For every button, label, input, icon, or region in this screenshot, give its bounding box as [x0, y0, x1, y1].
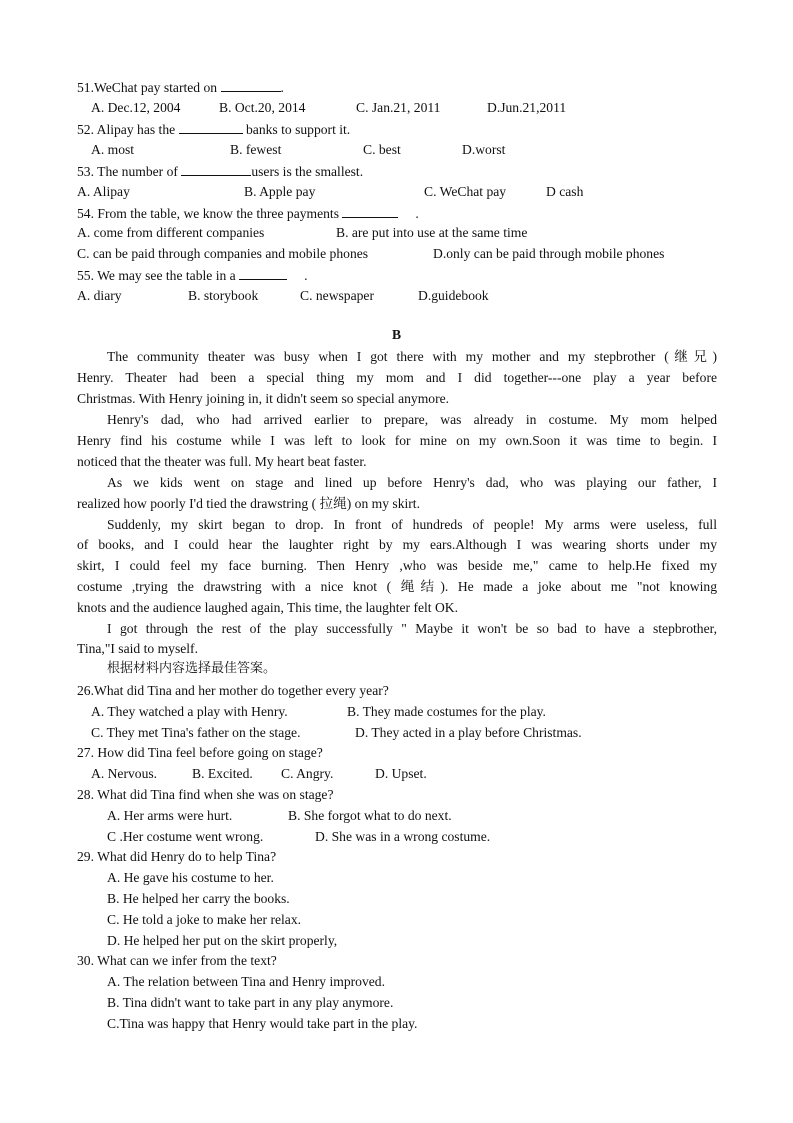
passage-line: of books, and I could hear the laughter right by my ears.Although I was wearing shorts under my: [77, 537, 717, 552]
section-b-instruction: 根据材料内容选择最佳答案。: [107, 661, 277, 676]
question-55-option-d: D.guidebook: [418, 288, 489, 303]
passage-line: costume ,trying the drawstring with a nice knot ( 绳结). He made a joke about me "not knowing: [77, 579, 717, 594]
question-53-option-d: D cash: [546, 184, 584, 199]
question-55-stem: 55. We may see the table in a .: [77, 268, 308, 283]
question-28-stem: 28. What did Tina find when she was on stage?: [77, 787, 334, 802]
question-55-option-c: C. newspaper: [300, 288, 374, 303]
question-54-stem: 54. From the table, we know the three payments .: [77, 206, 419, 221]
passage-line: Tina,"I said to myself.: [77, 641, 198, 656]
question-28-option-a: A. Her arms were hurt.: [107, 808, 233, 823]
question-55-option-a: A. diary: [77, 288, 122, 303]
question-30-option-b: B. Tina didn't want to take part in any play anymore.: [107, 995, 394, 1010]
passage-line: Henry find his costume while I was left to look for mine on my own.Soon it was time to begin. I: [77, 433, 717, 448]
question-51-option-c: C. Jan.21, 2011: [356, 100, 441, 115]
question-51-option-d: D.Jun.21,2011: [487, 100, 567, 115]
question-27-option-a: A. Nervous.: [91, 766, 158, 781]
question-53-stem: 53. The number of users is the smallest.: [77, 164, 364, 179]
question-52-stem: 52. Alipay has the banks to support it.: [77, 122, 351, 137]
question-26-option-a: A. They watched a play with Henry.: [91, 704, 288, 719]
question-30-option-c: C.Tina was happy that Henry would take part in the play.: [107, 1016, 418, 1031]
question-29-option-c: C. He told a joke to make her relax.: [107, 912, 302, 927]
question-29-option-b: B. He helped her carry the books.: [107, 891, 290, 906]
question-26-stem: 26.What did Tina and her mother do together every year?: [77, 683, 389, 698]
question-27-option-b: B. Excited.: [192, 766, 253, 781]
question-28-option-b: B. She forgot what to do next.: [288, 808, 452, 823]
question-52-option-a: A. most: [91, 142, 135, 157]
question-52-option-c: C. best: [363, 142, 401, 157]
question-52-option-d: D.worst: [462, 142, 506, 157]
passage-line: knots and the audience laughed again, This time, the laughter felt OK.: [77, 600, 459, 615]
question-26-option-d: D. They acted in a play before Christmas.: [355, 725, 582, 740]
question-53-option-b: B. Apple pay: [244, 184, 316, 199]
question-27-stem: 27. How did Tina feel before going on stage?: [77, 745, 323, 760]
question-54-option-a: A. come from different companies: [77, 225, 265, 240]
question-52-option-b: B. fewest: [230, 142, 282, 157]
question-26-option-b: B. They made costumes for the play.: [347, 704, 546, 719]
question-51-stem: 51.WeChat pay started on .: [77, 80, 284, 95]
question-29-option-d: D. He helped her put on the skirt properly,: [107, 933, 338, 948]
question-54-option-c: C. can be paid through companies and mobile phones: [77, 246, 369, 261]
passage-line: Henry's dad, who had arrived earlier to prepare, was already in costume. My mom helped: [107, 412, 717, 427]
question-26-option-c: C. They met Tina's father on the stage.: [91, 725, 301, 740]
question-53-option-a: A. Alipay: [77, 184, 130, 199]
question-30-option-a: A. The relation between Tina and Henry improved.: [107, 974, 385, 989]
question-27-option-d: D. Upset.: [375, 766, 427, 781]
passage-line: Suddenly, my skirt began to drop. In front of hundreds of people! My arms were useless, full: [107, 517, 717, 532]
section-b-title: B: [391, 327, 402, 342]
passage-line: Henry. Theater had been a special thing my mom and I did together---one play a year before: [77, 370, 717, 385]
question-27-option-c: C. Angry.: [281, 766, 334, 781]
question-30-stem: 30. What can we infer from the text?: [77, 953, 277, 968]
question-55-option-b: B. storybook: [188, 288, 259, 303]
passage-line: realized how poorly I'd tied the drawstring ( 拉绳) on my skirt.: [77, 496, 420, 511]
question-28-option-c: C .Her costume went wrong.: [107, 829, 264, 844]
passage-line: I got through the rest of the play successfully " Maybe it won't be so bad to have a stepbrother,: [107, 621, 717, 636]
passage-line: noticed that the theater was full. My heart beat faster.: [77, 454, 367, 469]
question-28-option-d: D. She was in a wrong costume.: [315, 829, 491, 844]
question-29-option-a: A. He gave his costume to her.: [107, 870, 274, 885]
question-54-option-b: B. are put into use at the same time: [336, 225, 528, 240]
passage-line: The community theater was busy when I got there with my mother and my stepbrother (继兄): [107, 349, 717, 364]
question-51-option-a: A. Dec.12, 2004: [91, 100, 181, 115]
passage-line: Christmas. With Henry joining in, it didn't seem so special anymore.: [77, 391, 450, 406]
question-53-option-c: C. WeChat pay: [424, 184, 507, 199]
passage-line: skirt, I could feel my face burning. Then Henry ,who was beside me," came to help.He fixed my: [77, 558, 717, 573]
passage-line: As we kids went on stage and lined up before Henry's dad, who was playing our father, I: [107, 475, 717, 490]
question-29-stem: 29. What did Henry do to help Tina?: [77, 849, 277, 864]
question-54-option-d: D.only can be paid through mobile phones: [433, 246, 665, 261]
question-51-option-b: B. Oct.20, 2014: [219, 100, 306, 115]
